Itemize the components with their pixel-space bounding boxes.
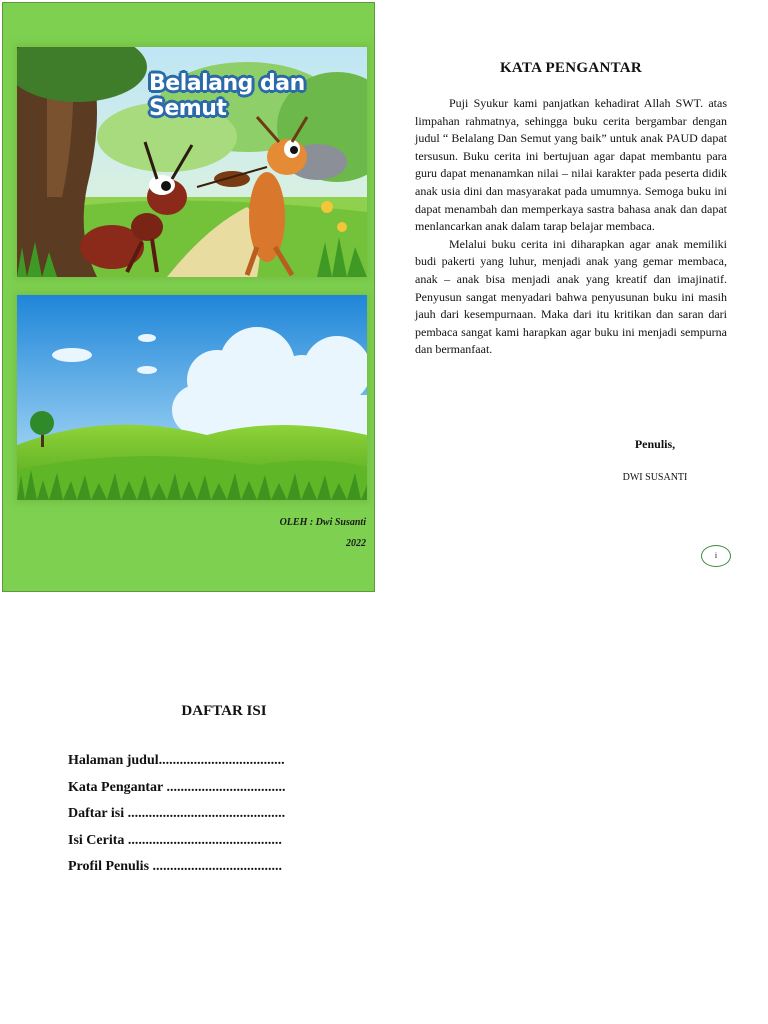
preface-paragraph-2: Melalui buku cerita ini diharapkan agar anak memiliki budi pakerti yang luhur, menjadi anak yang gemar membaca, anak – anak bisa menjadi anak yang kreatif dan imajinatif. Penyusun sangat menyadari bahwa penyusunan buku ini masih jauh dari kesempurnaan. Maka dari itu kritikan dan saran dari pembaca sangat kami harapkan agar buku ini menjadi sempurna dan bermanfaat.: [415, 236, 727, 357]
cover-author: OLEH : Dwi Susanti: [279, 517, 366, 528]
signer-label: Penulis,: [634, 437, 676, 451]
toc-title: DAFTAR ISI: [181, 703, 267, 719]
toc-item-halaman-judul: Halaman judul....................................: [68, 753, 285, 768]
preface-title: KATA PENGANTAR: [499, 60, 643, 76]
signer-name: DWI SUSANTI: [622, 472, 688, 483]
toc-item-kata-pengantar: Kata Pengantar ..................................: [68, 779, 286, 795]
cover-year: 2022: [346, 538, 366, 549]
toc-item-isi-cerita: Isi Cerita ............................................: [68, 832, 282, 848]
page-number: i: [701, 545, 731, 567]
toc-item-daftar-isi: Daftar isi .............................................: [68, 806, 286, 822]
preface-paragraph-1: Puji Syukur kami panjatkan kehadirat Allah SWT. atas limpahan rahmatnya, sehingga buku cerita bergambar dengan judul “ Belalang Dan Semut yang baik” untuk anak PAUD dapat tersusun. Buku cerita ini bertujuan agar dapat membantu para guru dapat menanamkan nilai – nilai karakter pada peserta didik anak usia dini dan masyarakat pada umumnya. Semoga buku ini dapat menambah dan memperkaya sastra bahasa anak dan dapat menlancarkan anak dalam tarap belajar membaca.: [415, 96, 727, 234]
landscape-image: [17, 295, 367, 500]
toc-item-profil-penulis: Profil Penulis .....................................: [68, 859, 283, 875]
cover-title: Belalang dan Semut: [149, 71, 305, 121]
cover-illustration-landscape: [17, 295, 367, 500]
book-cover: [2, 2, 375, 592]
table-of-contents: [68, 748, 328, 881]
preface-body: [415, 95, 727, 359]
